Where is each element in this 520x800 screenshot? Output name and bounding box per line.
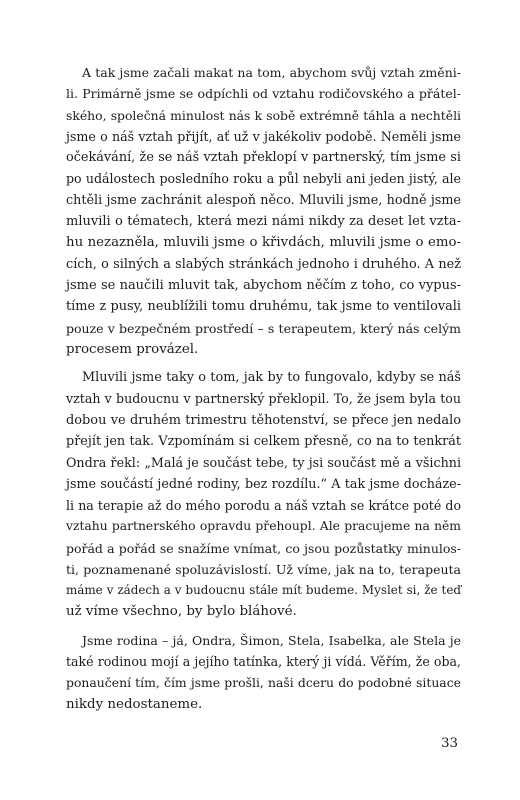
text-line: li. Primárně jsme se odpíchli od vztahu rodičovského a přátel- — [66, 86, 461, 102]
text-line: také rodinou mojí a jejího tatínka, který ji vídá. Věřím, že oba, — [66, 654, 461, 670]
text-line: jsme se naučili mluvit tak, abychom něčím z toho, co vypus- — [66, 277, 461, 293]
page-number: 33 — [440, 736, 458, 751]
text-line: jsme součástí jedné rodiny, bez rozdílu.“ A tak jsme docháze- — [66, 476, 461, 492]
text-line: pouze v bezpečném prostředí – s terapeutem, který nás celým — [66, 320, 461, 336]
paragraph-gap — [66, 360, 461, 367]
text-line: procesem provázel. — [66, 341, 199, 357]
text-line: máme v zádech a v budoucnu stále mít budeme. Myslet si, že teď — [66, 583, 461, 598]
text-line: přejít jen tak. Vzpomínám si celkem přesně, co na to tenkrát — [66, 434, 461, 450]
text-line: Mluvili jsme taky o tom, jak by to fungovalo, kdyby se náš — [82, 370, 461, 386]
text-line: už víme všechno, by bylo bláhové. — [66, 604, 297, 620]
text-line: li na terapie až do mého porodu a náš vztah se krátce poté do — [66, 497, 461, 513]
text-line: tíme z pusy, neublížili tomu druhému, tak jsme to ventilovali — [66, 299, 461, 315]
text-line: po událostech posledního roku a půl nebyli ani jeden jistý, ale — [66, 171, 461, 187]
text-line: chtěli jsme zachránit alespoň něco. Mluvili jsme, hodně jsme — [66, 192, 461, 208]
text-line: ského, společná minulost nás k sobě extrémně táhla a nechtěli — [66, 107, 461, 123]
text-line: nikdy nedostaneme. — [66, 696, 203, 712]
text-line: jsme o náš vztah přijít, ať už v jakékoliv podobě. Neměli jsme — [66, 128, 461, 144]
text-line: Jsme rodina – já, Ondra, Šimon, Stela, Isabelka, ale Stela je — [82, 632, 461, 648]
text-line: Ondra řekl: „Malá je součást tebe, ty jsi součást mě a všichni — [66, 455, 461, 471]
text-line: dobou ve druhém trimestru těhotenství, se přece jen nedalo — [66, 412, 461, 428]
text-line: očekávání, že se náš vztah překlopí v partnerský, tím jsme si — [66, 150, 461, 166]
text-line: A tak jsme začali makat na tom, abychom svůj vztah změni- — [82, 65, 461, 80]
text-line: ponaučení tím, čím jsme prošli, naši dceru do podobné situace — [66, 675, 461, 691]
paragraph-gap — [66, 623, 461, 630]
body-text — [66, 62, 461, 715]
text-line: ti, poznamenané spoluzávislostí. Už víme, jak na to, terapeuta — [66, 561, 461, 577]
text-line: hu nezazněla, mluvili jsme o křivdách, mluvili jsme o emo- — [66, 235, 461, 251]
text-line: vztah v budoucnu v partnerský překlopil. To, že jsem byla tou — [66, 391, 461, 407]
paragraph-2 — [66, 367, 461, 623]
text-line: pořád a pořád se snažíme vnímat, co jsou pozůstatky minulos- — [66, 540, 461, 556]
paragraph-1 — [66, 62, 461, 360]
paragraph-3 — [66, 630, 461, 715]
text-line: vztahu partnerského opravdu přehoupl. Ale pracujeme na něm — [66, 519, 461, 534]
text-line: mluvili o tématech, která mezi námi nikdy za deset let vzta- — [66, 214, 461, 230]
text-line: cích, o silných a slabých stránkách jednoho i druhého. A než — [66, 256, 461, 272]
